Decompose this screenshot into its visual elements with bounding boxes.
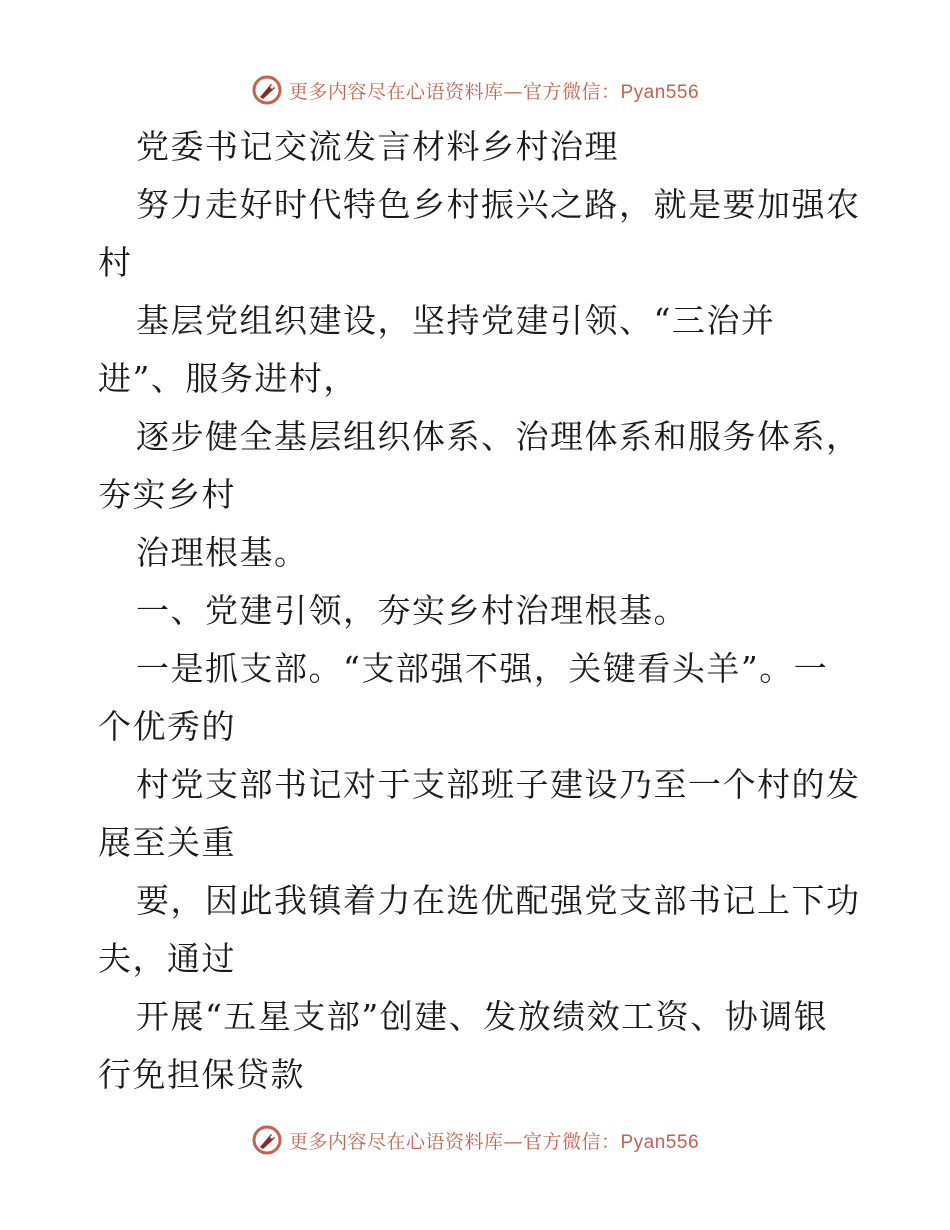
text-line: 展至关重 bbox=[98, 823, 236, 862]
text-line: 要，因此我镇着力在选优配强党支部书记上下功 bbox=[136, 881, 861, 920]
footer-watermark bbox=[0, 1122, 950, 1158]
text-line: 努力走好时代特色乡村振兴之路，就是要加强农 bbox=[136, 185, 861, 224]
watermark-text: 更多内容尽在心语资料库—官方微信：Pyan556 bbox=[288, 1130, 700, 1153]
text-line: 一、党建引领，夯实乡村治理根基。 bbox=[136, 591, 688, 630]
text-line: 进”、服务进村， bbox=[98, 359, 358, 398]
document-body bbox=[98, 118, 861, 1104]
watermark-text: 更多内容尽在心语资料库—官方微信：Pyan556 bbox=[288, 80, 700, 103]
text-line: 村党支部书记对于支部班子建设乃至一个村的发 bbox=[136, 765, 861, 804]
text-line: 夫，通过 bbox=[98, 939, 236, 978]
text-line: 逐步健全基层组织体系、治理体系和服务体系， bbox=[136, 417, 861, 456]
text-line: 村 bbox=[98, 243, 133, 282]
header-watermark bbox=[0, 72, 950, 108]
text-line: 行免担保贷款 bbox=[98, 1055, 305, 1094]
text-line: 治理根基。 bbox=[136, 533, 309, 572]
text-line: 开展“五星支部”创建、发放绩效工资、协调银 bbox=[136, 997, 829, 1036]
text-line: 个优秀的 bbox=[98, 707, 236, 746]
text-line: 一是抓支部。“支部强不强，关键看头羊”。一 bbox=[136, 649, 829, 688]
text-line: 夯实乡村 bbox=[98, 475, 236, 514]
pen-nib-logo-icon bbox=[251, 74, 283, 106]
text-line: 基层党组织建设，坚持党建引领、“三治并 bbox=[136, 301, 776, 340]
text-line: 党委书记交流发言材料乡村治理 bbox=[136, 127, 619, 166]
pen-nib-logo-icon bbox=[251, 1124, 283, 1156]
